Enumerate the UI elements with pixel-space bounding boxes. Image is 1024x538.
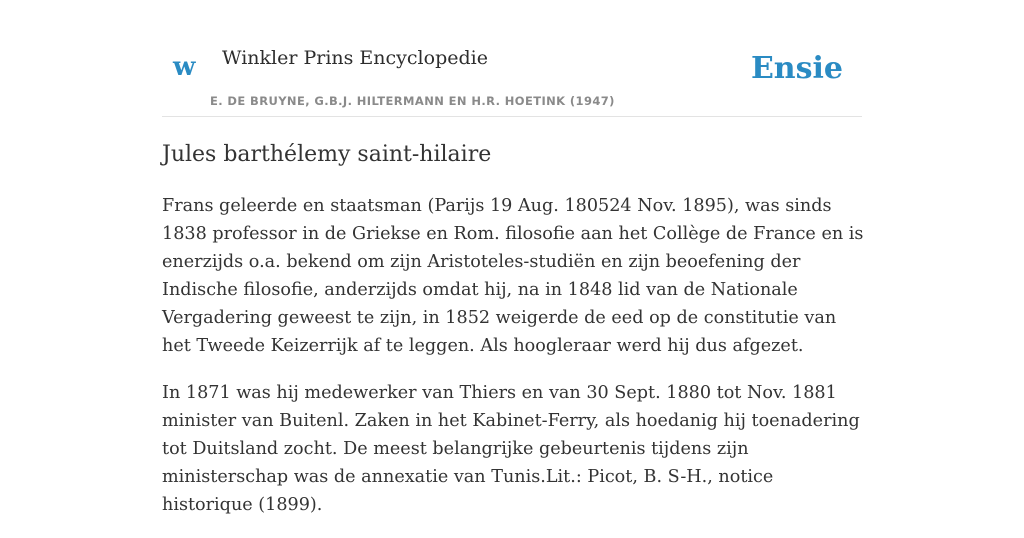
article-body [162, 192, 864, 538]
article-paragraph: Frans geleerde en staatsman (Parijs 19 Aug. 180524 Nov. 1895), was sinds 1838 professor in de Griekse en Rom. filosofie aan het Collège de France en is enerzijds o.a. bekend om zijn Aristoteles-studiën en zijn beoefening der Indische filosofie, anderzijds omdat hij, na in 1848 lid van de Nationale Vergadering geweest te zijn, in 1852 weigerde de eed op de constitutie van het Tweede Keizerrijk af te leggen. Als hoogleraar werd hij dus afgezet. [162, 196, 864, 356]
source-title[interactable]: Winkler Prins Encyclopedie [222, 47, 488, 69]
article-title: Jules barthélemy saint-hilaire [162, 142, 492, 167]
source-header [162, 0, 862, 117]
ensie-brand-logo[interactable]: Ensie [750, 51, 843, 86]
article-card [162, 0, 864, 515]
article-paragraph: In 1871 was hij medewerker van Thiers en van 30 Sept. 1880 tot Nov. 1881 minister van Buitenl. Zaken in het Kabinet-Ferry, als hoedanig hij toenadering tot Duitsland zocht. De meest belangrijke gebeurtenis tijdens zijn ministerschap was de annexatie van Tunis.Lit.: Picot, B. S-H., notice historique (1899). [162, 383, 860, 515]
winkler-prins-logo[interactable]: w [173, 52, 196, 82]
source-authors: E. DE BRUYNE, G.B.J. HILTERMANN EN H.R. HOETINK (1947) [210, 94, 615, 108]
